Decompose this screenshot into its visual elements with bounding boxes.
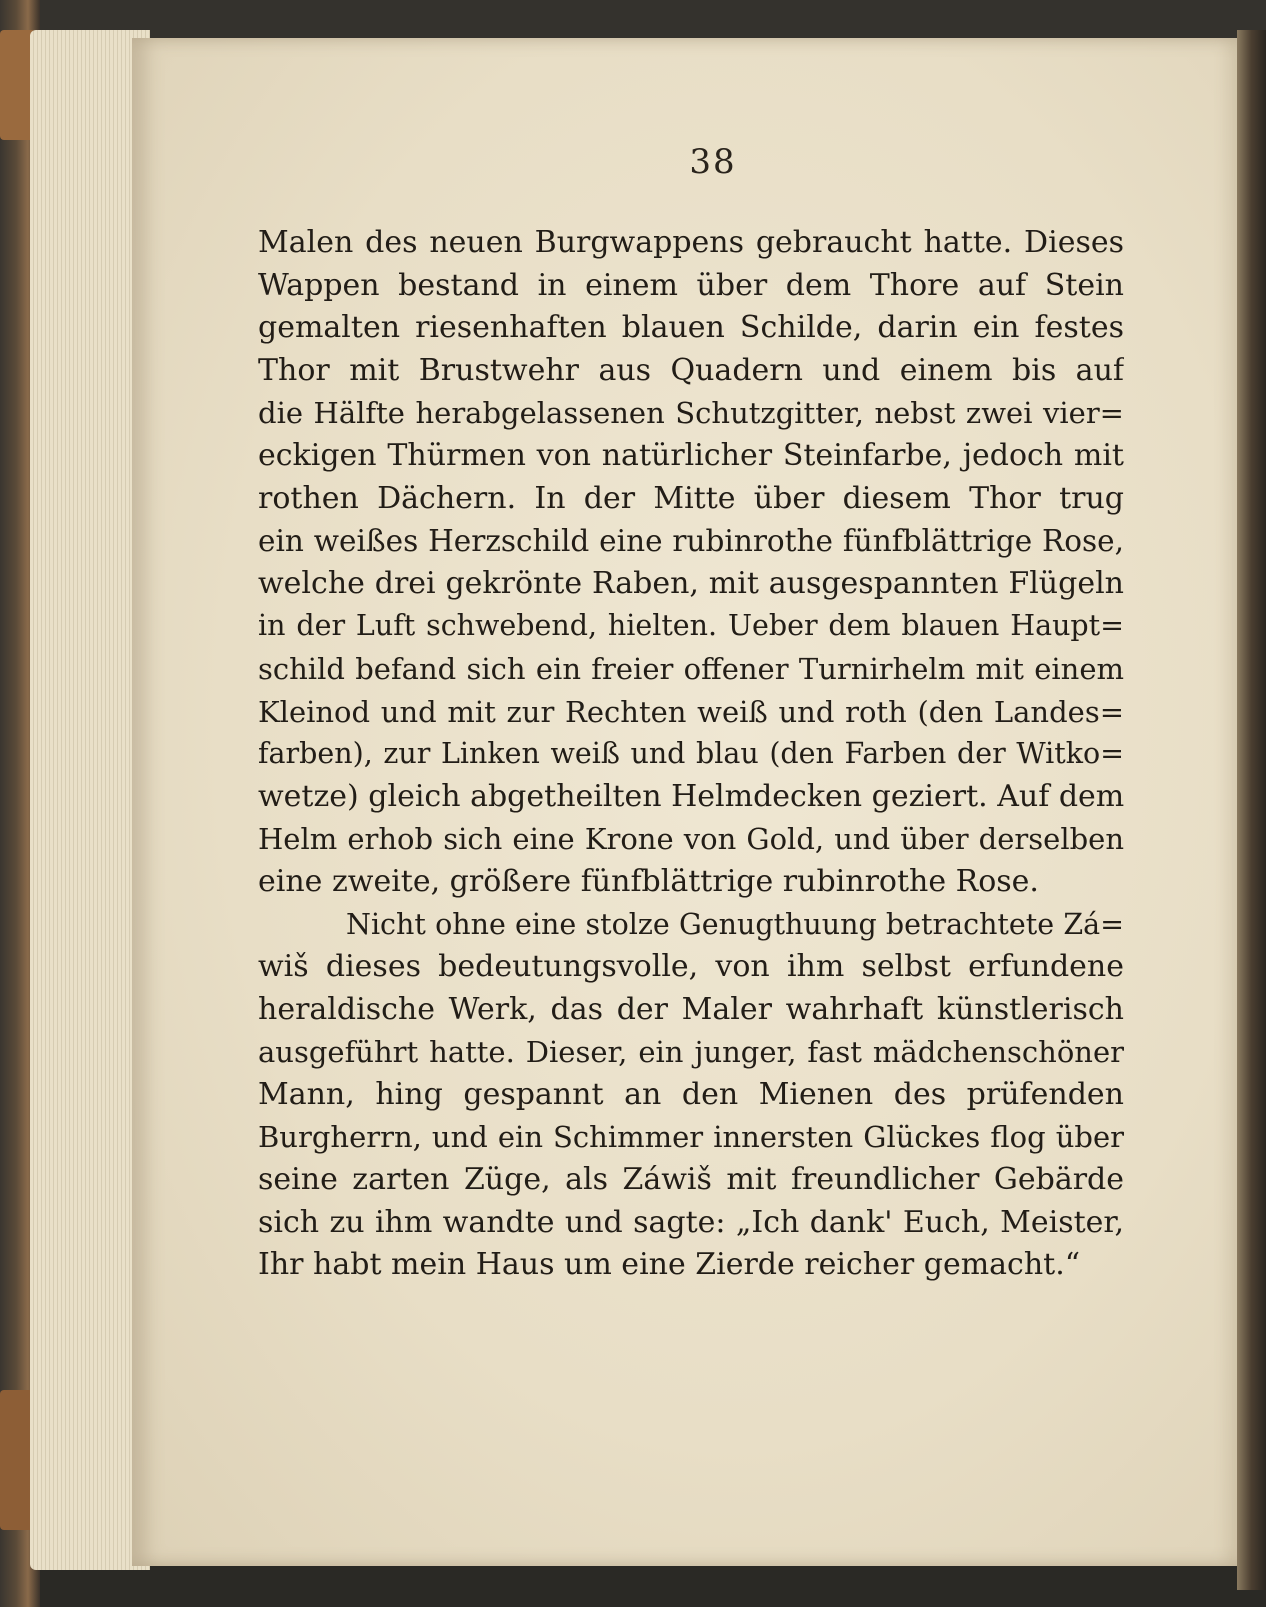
text-line: die Hälfte herabgelassenen Schutzgitter, nebst zwei vier= <box>258 396 1124 431</box>
text-line: wiš dieses bedeutungsvolle, von ihm selbst erfundene <box>258 949 1124 985</box>
text-line: in der Luft schwebend, hielten. Ueber dem blauen Haupt= <box>258 609 1124 643</box>
text-line: farben), zur Linken weiß und blau (den Farben der Witko= <box>258 737 1124 771</box>
paragraph-end-line: Ihr habt mein Haus um eine Zierde reicher gemacht.“ <box>258 1247 1081 1283</box>
body-text <box>258 222 1124 1287</box>
text-line: rothen Dächern. In der Mitte über diesem Thor trug <box>258 480 1124 516</box>
text-line: Helm erhob sich eine Krone von Gold, und über derselben <box>258 822 1124 857</box>
page-number: 38 <box>689 142 737 182</box>
text-line: gemalten riesenhaften blauen Schilde, darin ein festes <box>258 310 1124 346</box>
text-line: Mann, hing gespannt an den Mienen des prüfenden <box>258 1076 1124 1112</box>
text-line: Burgherrn, und ein Schimmer innersten Glückes flog über <box>258 1120 1124 1155</box>
text-line: wetze) gleich abgetheilten Helmdecken geziert. Auf dem <box>258 778 1124 814</box>
text-line: heraldische Werk, das der Maler wahrhaft künstlerisch <box>258 991 1124 1027</box>
text-line: ausgeführt hatte. Dieser, ein junger, fast mädchenschöner <box>258 1035 1124 1070</box>
text-line: eckigen Thürmen von natürlicher Steinfarbe, jedoch mit <box>258 437 1124 473</box>
text-line: schild befand sich ein freier offener Turnirhelm mit einem <box>258 651 1124 686</box>
text-line: seine zarten Züge, als Záwiš mit freundlicher Gebärde <box>258 1162 1124 1198</box>
text-line: Wappen bestand in einem über dem Thore auf Stein <box>258 267 1124 303</box>
paragraph-start-line: Nicht ohne eine stolze Genugthuung betrachtete Zá= <box>346 907 1124 941</box>
text-line: Malen des neuen Burgwappens gebraucht hatte. Dieses <box>258 225 1124 260</box>
paragraph-end-line: eine zweite, größere fünfblättrige rubinrothe Rose. <box>258 863 1039 899</box>
text-line: Thor mit Brustwehr aus Quadern und einem bis auf <box>258 352 1124 388</box>
text-line: ein weißes Herzschild eine rubinrothe fünfblättrige Rose, <box>258 524 1124 559</box>
text-line: sich zu ihm wandte und sagte: „Ich dank' Euch, Meister, <box>258 1204 1124 1240</box>
text-line: welche drei gekrönte Raben, mit ausgespannten Flügeln <box>258 565 1124 601</box>
text-line: Kleinod und mit zur Rechten weiß und roth (den Landes= <box>258 694 1124 729</box>
book-spine-right <box>1237 30 1266 1590</box>
